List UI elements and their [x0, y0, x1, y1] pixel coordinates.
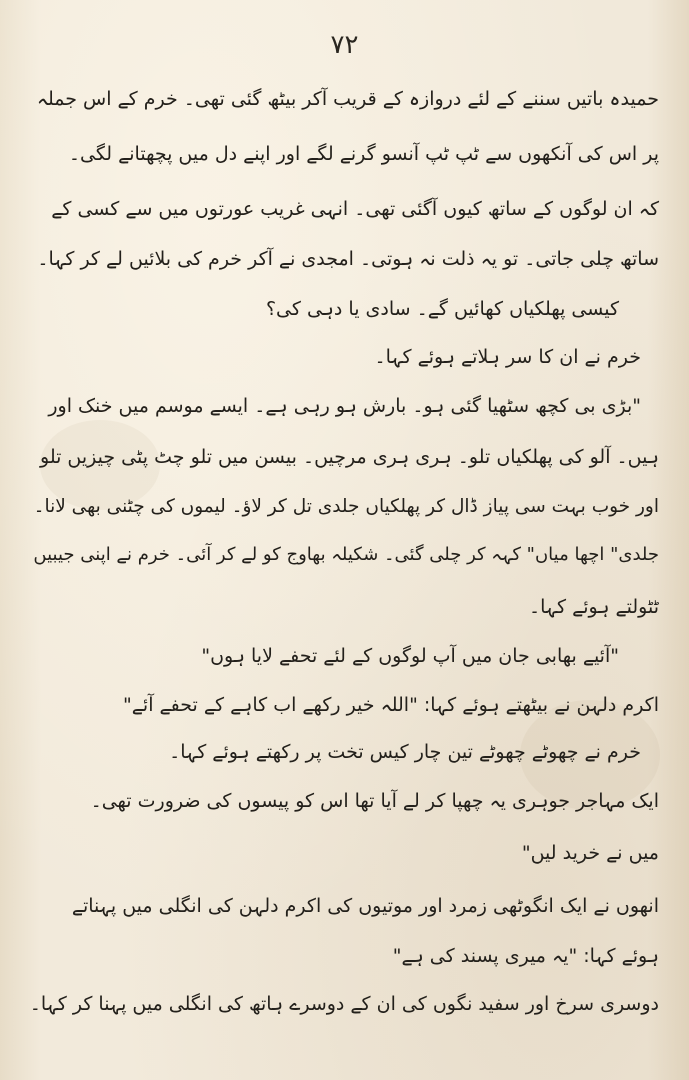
text-line: جلدی" اچھا میاں" کہہ کر چلی گئی۔ شکیلہ بھاوج کو لے کر آئی۔ خرم نے اپنی جیبیں: [33, 544, 659, 565]
text-line: ایک مہاجر جوہری یہ چھپا کر لے آیا تھا اس کو پیسوں کی ضرورت تھی۔: [90, 790, 659, 812]
text-line: کیسی پھلکیاں کھائیں گے۔ سادی یا دہی کی؟: [265, 298, 619, 320]
margin-note: چٹ پٹی چیزیں تلو: [40, 446, 185, 468]
text-line: پر اس کی آنکھوں سے ٹپ ٹپ آنسو گرنے لگے اور اپنے دل میں پچھتانے لگی۔: [68, 143, 659, 165]
text-line: اکرم دلہن نے بیٹھتے ہوئے کہا: "اللہ خیر رکھے اب کاہے کے تحفے آئے": [123, 694, 659, 716]
text-line: اور خوب بہت سی پیاز ڈال کر پھلکیاں جلدی تل کر لاؤ۔ لیموں کی چٹنی بھی لانا۔: [33, 496, 659, 517]
text-line: انھوں نے ایک انگوٹھی زمرد اور موتیوں کی اکرم دلہن کی انگلی میں پہناتے: [71, 895, 659, 917]
text-line: کہ ان لوگوں کے ساتھ کیوں آگئی تھی۔ انہی غریب عورتوں میں سے کسی کے: [51, 198, 659, 220]
text-line: ہیں۔ آلو کی پھلکیاں تلو۔ ہری ہری مرچیں۔ بیسن میں تلو: [190, 446, 659, 468]
text-line: دوسری سرخ اور سفید نگوں کی ان کے دوسرے ہاتھ کی انگلی میں پہنا کر کہا۔: [29, 993, 659, 1015]
text-line: خرم نے ان کا سر ہلاتے ہوئے کہا۔: [374, 346, 641, 368]
text-line: ساتھ چلی جاتی۔ تو یہ ذلت نہ ہوتی۔ امجدی نے آکر خرم کی بلائیں لے کر کہا۔: [37, 248, 659, 270]
text-line: ہوئے کہا: "یہ میری پسند کی ہے": [392, 945, 659, 967]
text-line: "آئیے بھابی جان میں آپ لوگوں کے لئے تحفے لایا ہوں": [201, 645, 619, 667]
text-line: میں نے خرید لیں": [521, 842, 659, 864]
page-number: ۷۲: [330, 30, 359, 60]
text-line: حمیدہ باتیں سننے کے لئے دروازہ کے قریب آکر بیٹھ گئی تھی۔ خرم کے اس جملہ: [36, 88, 659, 110]
text-line: "بڑی بی کچھ سٹھیا گئی ہو۔ بارش ہو رہی ہے۔ ایسے موسم میں خنک اور: [48, 395, 641, 417]
text-line: ٹٹولتے ہوئے کہا۔: [528, 596, 659, 618]
text-line: خرم نے چھوٹے چھوٹے تین چار کیس تخت پر رکھتے ہوئے کہا۔: [169, 741, 641, 763]
